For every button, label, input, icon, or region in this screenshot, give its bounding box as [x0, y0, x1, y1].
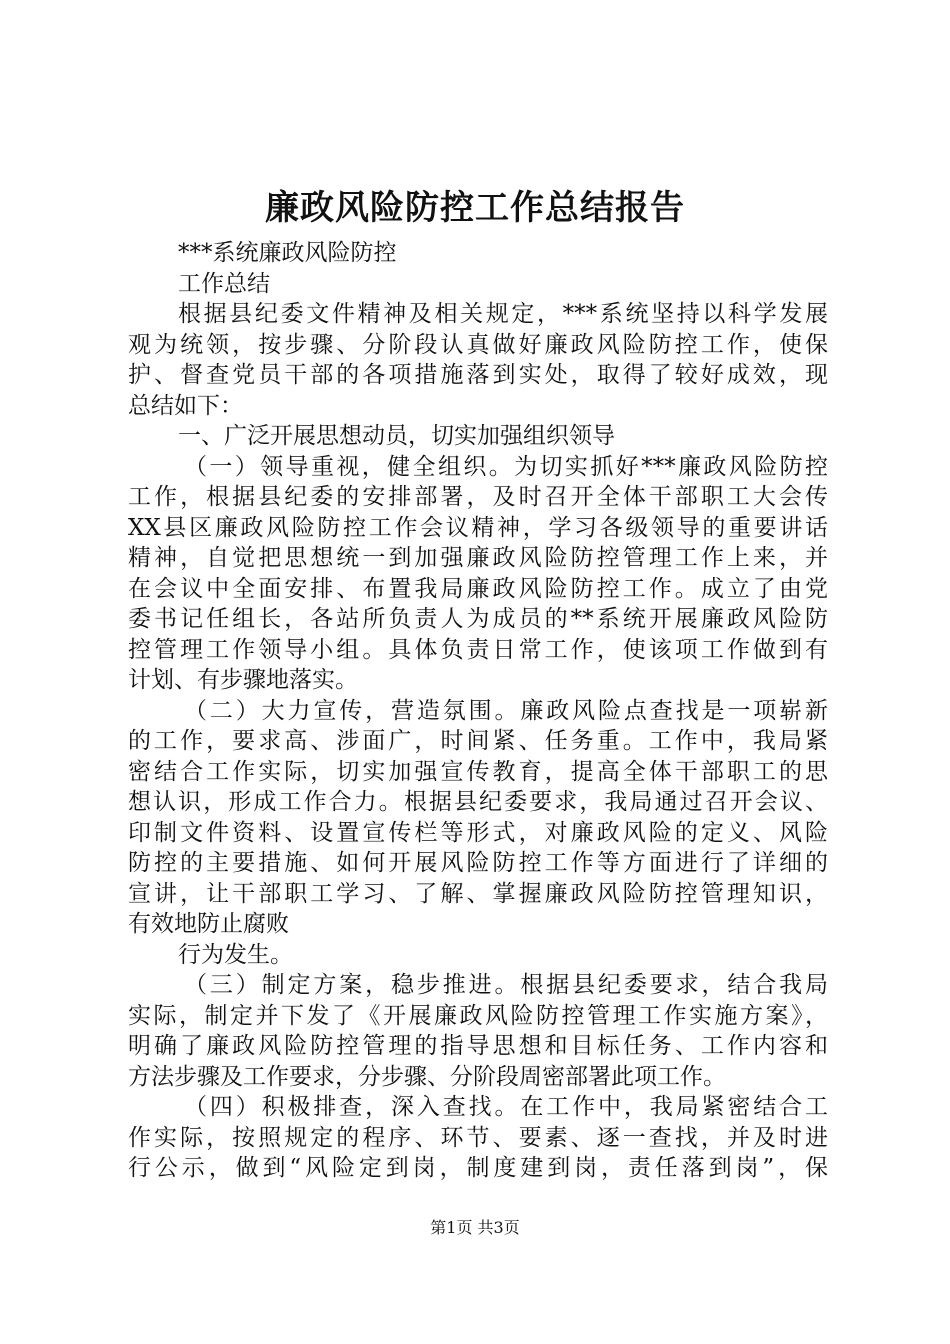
body-line: 一、广泛开展思想动员，切实加强组织领导	[178, 423, 615, 449]
body-line: 作实际，按照规定的程序、环节、要素、逐一查找，并及时进	[128, 1124, 828, 1151]
body-line: 的工作，要求高、涉面广，时间紧、任务重。工作中，我局紧	[128, 728, 828, 754]
body-line: （三）制定方案，稳步推进。根据县纪委要求，结合我局	[184, 972, 828, 998]
body-line: 行公示，做到“风险定到岗，制度建到岗，责任落到岗”，保	[128, 1155, 828, 1181]
body-line: 防控的主要措施、如何开展风险防控工作等方面进行了详细的	[128, 850, 828, 876]
body-line: 实际，制定并下发了《开展廉政风险防控管理工作实施方案》，	[128, 1002, 828, 1029]
body-line: XX县区廉政风险防控工作会议精神，学习各级领导的重要讲话	[128, 514, 828, 541]
document-title: 廉政风险防控工作总结报告	[265, 188, 685, 228]
body-line: （二）大力宣传，营造氛围。廉政风险点查找是一项崭新	[184, 697, 828, 724]
body-line: 委书记任组长，各站所负责人为成员的**系统开展廉政风险防	[128, 606, 828, 632]
body-line: 工作总结	[178, 270, 270, 297]
body-line: 行为发生。	[178, 941, 293, 968]
body-line: 精神，自觉把思想统一到加强廉政风险防控管理工作上来，并	[128, 545, 828, 571]
body-line: 想认识，形成工作合力。根据县纪委要求，我局通过召开会议、	[128, 789, 828, 815]
document-body	[128, 238, 828, 1184]
body-line: 观为统领，按步骤、分阶段认真做好廉政风险防控工作，使保	[128, 331, 828, 358]
body-line: 有效地防止腐败	[128, 911, 289, 937]
body-line: 印制文件资料、设置宣传栏等形式，对廉政风险的定义、风险	[128, 819, 828, 846]
body-line: 方法步骤及工作要求，分步骤、分阶段周密部署此项工作。	[128, 1063, 726, 1090]
body-line: 工作，根据县纪委的安排部署，及时召开全体干部职工大会传	[128, 484, 828, 510]
body-line: 总结如下：	[128, 392, 243, 419]
body-line: （一）领导重视，健全组织。为切实抓好***廉政风险防控	[184, 453, 828, 480]
body-line: 护、督查党员干部的各项措施落到实处，取得了较好成效，现	[128, 362, 828, 388]
body-line: 密结合工作实际，切实加强宣传教育，提高全体干部职工的思	[128, 758, 828, 785]
body-line: 宣讲，让干部职工学习、了解、掌握廉政风险防控管理知识，	[128, 880, 828, 907]
body-line: 明确了廉政风险防控管理的指导思想和目标任务、工作内容和	[128, 1033, 828, 1059]
body-line: （四）积极排查，深入查找。在工作中，我局紧密结合工	[184, 1094, 828, 1120]
body-line: 在会议中全面安排、布置我局廉政风险防控工作。成立了由党	[128, 575, 828, 602]
body-line: 根据县纪委文件精神及相关规定，***系统坚持以科学发展	[178, 301, 828, 327]
page-footer: 第1页 共3页	[430, 1218, 520, 1237]
body-line: 控管理工作领导小组。具体负责日常工作，使该项工作做到有	[128, 636, 828, 663]
body-line: ***系统廉政风险防控	[178, 240, 397, 266]
body-line: 计划、有步骤地落实。	[128, 667, 358, 693]
